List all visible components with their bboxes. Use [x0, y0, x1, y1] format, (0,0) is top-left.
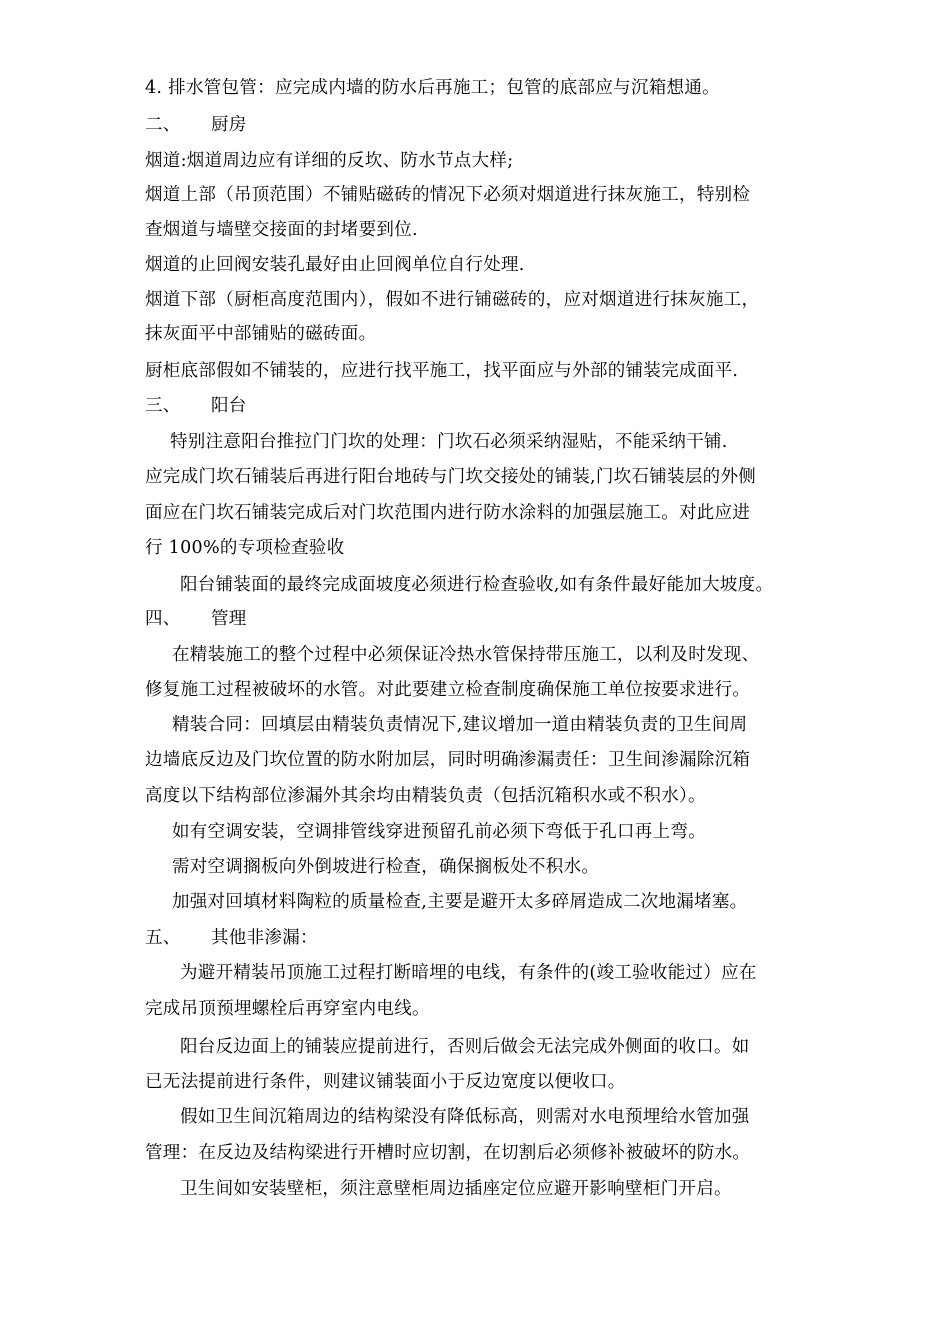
- section-number: 三、: [145, 396, 181, 416]
- paragraph-line: 厨柜底部假如不铺装的，应进行找平施工，找平面应与外部的铺装完成面平.: [145, 361, 739, 381]
- section-number: 五、: [145, 928, 181, 948]
- section-heading-other: [145, 925, 318, 951]
- paragraph-line: 为避开精装吊顶施工过程打断暗埋的电线，有条件的(竣工验收能过）应在: [180, 963, 757, 983]
- section-title: 管理: [211, 609, 247, 629]
- paragraph-line: 在精装施工的整个过程中必须保证冷热水管保持带压施工，以利及时发现、: [172, 645, 760, 665]
- paragraph-line: 烟道:烟道周边应有详细的反坎、防水节点大样;: [145, 151, 514, 171]
- paragraph-line: 如有空调安装，空调排管线穿进预留孔前必须下弯低于孔口再上弯。: [172, 822, 706, 842]
- paragraph-line: 烟道下部（厨柜高度范围内），假如不进行铺磁砖的，应对烟道进行抹灰施工，: [145, 290, 760, 310]
- paragraph-line: 行 100%的专项检查验收: [145, 538, 345, 558]
- paragraph-line: 烟道上部（吊顶范围）不铺贴磁砖的情况下必须对烟道进行抹灰施工，特别检: [145, 185, 751, 205]
- paragraph-line: 查烟道与墙壁交接面的封堵要到位.: [145, 220, 418, 240]
- section-heading-management: [145, 606, 247, 632]
- paragraph-line: 精装合同：回填层由精装负责情况下,建议增加一道由精装负责的卫生间周: [172, 715, 748, 735]
- paragraph-line: 修复施工过程被破坏的水管。对此要建立检查制度确保施工单位按要求进行。: [145, 680, 751, 700]
- paragraph-line: 烟道的止回阀安装孔最好由止回阀单位自行处理.: [145, 255, 525, 275]
- section-title: 其他非渗漏：: [211, 928, 318, 948]
- paragraph-line: 需对空调搁板向外倒坡进行检查，确保搁板处不积水。: [172, 857, 600, 877]
- paragraph-line: 管理：在反边及结构梁进行开槽时应切割，在切割后必须修补被破坏的防水。: [145, 1143, 751, 1163]
- paragraph-line: 阳台铺装面的最终完成面坡度必须进行检查验收,如有条件最好能加大坡度。: [180, 575, 774, 595]
- section-heading-balcony: [145, 393, 247, 419]
- section-number: 二、: [145, 115, 181, 135]
- paragraph-line: 完成吊顶预埋螺栓后再穿室内电线。: [145, 999, 430, 1019]
- paragraph-line: 加强对回填材料陶粒的质量检查,主要是避开太多碎屑造成二次地漏堵塞。: [172, 892, 748, 912]
- paragraph-line: 面应在门坎石铺装完成后对门坎范围内进行防水涂料的加强层施工。对此应进: [145, 503, 751, 523]
- section-number: 四、: [145, 609, 181, 629]
- paragraph-line: 边墙底反边及门坎位置的防水附加层，同时明确渗漏责任：卫生间渗漏除沉箱: [145, 750, 751, 770]
- paragraph-line: 抹灰面平中部铺贴的磁砖面。: [145, 324, 377, 344]
- section-title: 阳台: [211, 396, 247, 416]
- paragraph-line: 特别注意阳台推拉门门坎的处理：门坎石必须采纳湿贴，不能采纳干铺.: [170, 432, 728, 452]
- paragraph-line: 阳台反边面上的铺装应提前进行，否则后做会无法完成外侧面的收口。如: [180, 1037, 750, 1057]
- paragraph-line: 应完成门坎石铺装后再进行阳台地砖与门坎交接处的铺装,门坎石铺装层的外侧: [145, 467, 757, 487]
- paragraph-line: 4. 排水管包管：应完成内墙的防水后再施工；包管的底部应与沉箱想通。: [145, 78, 720, 98]
- section-heading-kitchen: [145, 112, 247, 138]
- paragraph-line: 已无法提前进行条件，则建议铺装面小于反边宽度以便收口。: [145, 1072, 626, 1092]
- paragraph-line: 卫生间如安装壁柜，须注意壁柜周边插座定位应避开影响壁柜门开启。: [180, 1179, 732, 1199]
- section-title: 厨房: [211, 115, 247, 135]
- paragraph-line: 高度以下结构部位渗漏外其余均由精装负责（包括沉箱积水或不积水）。: [145, 786, 706, 806]
- paragraph-line: 假如卫生间沉箱周边的结构梁没有降低标高，则需对水电预埋给水管加强: [180, 1107, 750, 1127]
